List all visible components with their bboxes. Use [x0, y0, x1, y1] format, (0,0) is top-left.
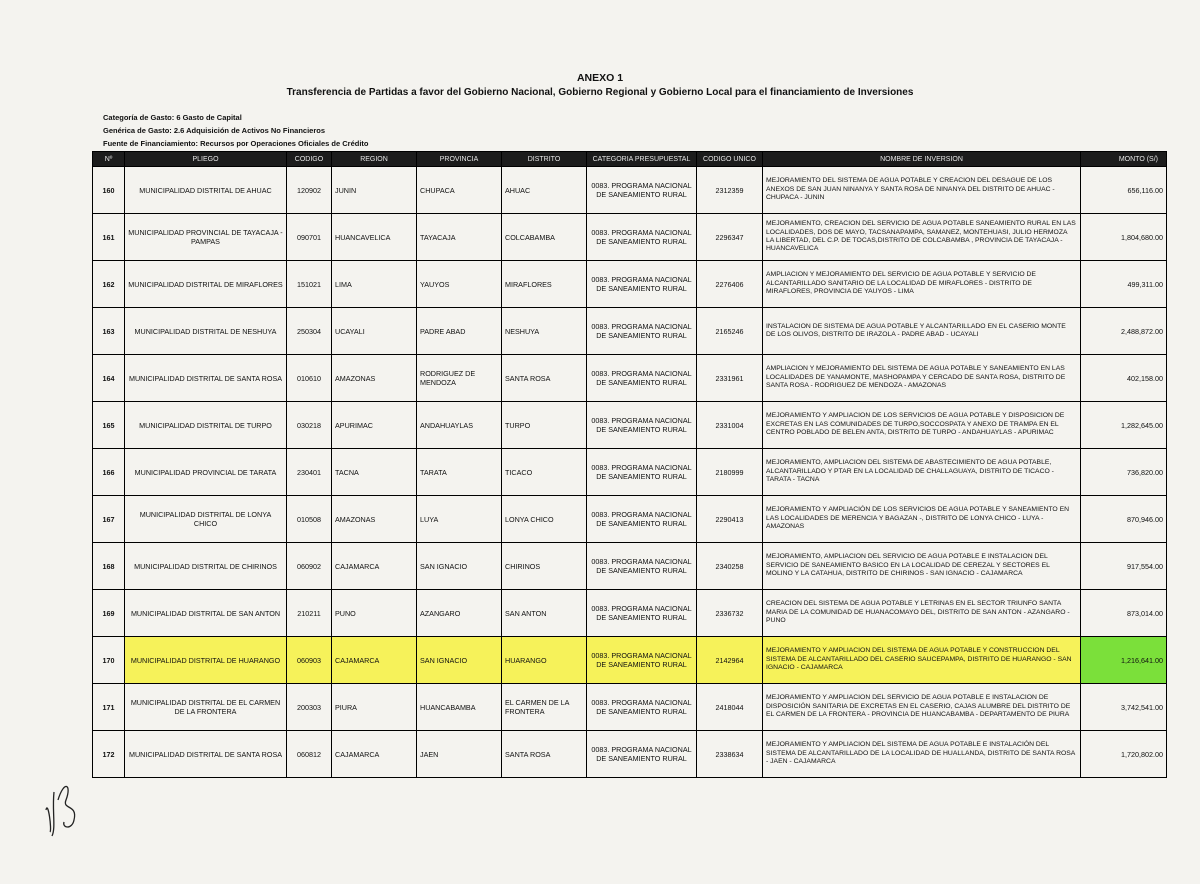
row-monto: 2,488,872.00 [1081, 308, 1167, 355]
row-region: PIURA [332, 684, 417, 731]
row-codigo-unico: 2290413 [697, 496, 763, 543]
row-nombre-inversion: MEJORAMIENTO, AMPLIACION DEL SERVICIO DE AGUA POTABLE E INSTALACION DEL SERVICIO DE SANEAMIENTO BASICO EN LA LOCALIDAD DE CEREZAL Y SECTORES EL MOLINO Y LA CATAHUA, DISTRITO DE CHIRINOS - SAN IGNACIO - CAJAMARCA [763, 543, 1081, 590]
row-distrito: TURPO [502, 402, 587, 449]
categoria-gasto: Categoría de Gasto: 6 Gasto de Capital [103, 113, 242, 122]
table-row [93, 449, 1167, 496]
row-distrito: EL CARMEN DE LA FRONTERA [502, 684, 587, 731]
row-nombre-inversion: MEJORAMIENTO Y AMPLIACION DEL SISTEMA DE AGUA POTABLE E INSTALACIÓN DEL SISTEMA DE ALCANTARILLADO DE LA LOCALIDAD DE HUALLANDA, DISTRITO DE SANTA ROSA - JAEN - CAJAMARCA [763, 731, 1081, 778]
row-codigo: 010610 [287, 355, 332, 402]
row-region: CAJAMARCA [332, 543, 417, 590]
row-provincia: TARATA [417, 449, 502, 496]
row-pliego: MUNICIPALIDAD DISTRITAL DE CHIRINOS [125, 543, 287, 590]
row-codigo: 151021 [287, 261, 332, 308]
row-region: APURIMAC [332, 402, 417, 449]
table-row [93, 684, 1167, 731]
row-categoria: 0083. PROGRAMA NACIONAL DE SANEAMIENTO RURAL [587, 496, 697, 543]
table-header-row [93, 152, 1167, 167]
row-provincia: PADRE ABAD [417, 308, 502, 355]
row-codigo-unico: 2180999 [697, 449, 763, 496]
row-codigo-unico: 2340258 [697, 543, 763, 590]
row-categoria: 0083. PROGRAMA NACIONAL DE SANEAMIENTO RURAL [587, 308, 697, 355]
row-region: UCAYALI [332, 308, 417, 355]
row-pliego: MUNICIPALIDAD DISTRITAL DE MIRAFLORES [125, 261, 287, 308]
row-provincia: RODRIGUEZ DE MENDOZA [417, 355, 502, 402]
row-codigo-unico: 2331004 [697, 402, 763, 449]
row-codigo-unico: 2336732 [697, 590, 763, 637]
row-monto: 1,282,645.00 [1081, 402, 1167, 449]
row-distrito: TICACO [502, 449, 587, 496]
row-codigo: 200303 [287, 684, 332, 731]
col-header-codigo-unico: CODIGO UNICO [697, 152, 763, 167]
table-row [93, 261, 1167, 308]
row-distrito: LONYA CHICO [502, 496, 587, 543]
table-row [93, 214, 1167, 261]
row-nro: 168 [93, 543, 125, 590]
row-region: HUANCAVELICA [332, 214, 417, 261]
row-codigo: 120902 [287, 167, 332, 214]
row-nro: 166 [93, 449, 125, 496]
row-provincia: JAEN [417, 731, 502, 778]
row-codigo: 060902 [287, 543, 332, 590]
row-nombre-inversion: MEJORAMIENTO DEL SISTEMA DE AGUA POTABLE Y CREACION DEL DESAGUE DE LOS ANEXOS DE SAN JUAN NINANYA Y SANTA ROSA DE NINANYA DEL DISTRITO DE AHUAC - CHUPACA - JUNIN [763, 167, 1081, 214]
row-nombre-inversion: AMPLIACION Y MEJORAMIENTO DEL SERVICIO DE AGUA POTABLE Y SERVICIO DE ALCANTARILLADO SANITARIO DE LA LOCALIDAD DE MIRAFLORES - DISTRITO DE MIRAFLORES, PROVINCIA DE YAUYOS - LIMA [763, 261, 1081, 308]
row-region: PUNO [332, 590, 417, 637]
row-pliego: MUNICIPALIDAD DISTRITAL DE TURPO [125, 402, 287, 449]
row-region: AMAZONAS [332, 355, 417, 402]
table-row [93, 731, 1167, 778]
col-header-nro: Nº [93, 152, 125, 167]
row-monto: 1,804,680.00 [1081, 214, 1167, 261]
row-categoria: 0083. PROGRAMA NACIONAL DE SANEAMIENTO RURAL [587, 731, 697, 778]
col-header-pliego: PLIEGO [125, 152, 287, 167]
row-monto: 402,158.00 [1081, 355, 1167, 402]
row-nombre-inversion: MEJORAMIENTO Y AMPLIACIÓN DE LOS SERVICIOS DE AGUA POTABLE Y SANEAMIENTO EN LAS LOCALIDADES DE MERENCIA Y BAGAZAN -, DISTRITO DE LONYA CHICO - LUYA - AMAZONAS [763, 496, 1081, 543]
row-distrito: AHUAC [502, 167, 587, 214]
fuente-financiamiento: Fuente de Financiamiento: Recursos por Operaciones Oficiales de Crédito [103, 139, 369, 148]
transfer-table [92, 151, 1167, 778]
row-monto: 736,820.00 [1081, 449, 1167, 496]
row-provincia: ANDAHUAYLAS [417, 402, 502, 449]
row-pliego: MUNICIPALIDAD DISTRITAL DE AHUAC [125, 167, 287, 214]
table-row [93, 496, 1167, 543]
row-pliego: MUNICIPALIDAD DISTRITAL DE SAN ANTON [125, 590, 287, 637]
row-nro: 167 [93, 496, 125, 543]
row-nombre-inversion: CREACION DEL SISTEMA DE AGUA POTABLE Y LETRINAS EN EL SECTOR TRIUNFO SANTA MARIA DE LA COMUNIDAD DE HUANACOMAYO DEL, DISTRITO DE SAN ANTON - AZANGARO - PUNO [763, 590, 1081, 637]
row-pliego: MUNICIPALIDAD PROVINCIAL DE TARATA [125, 449, 287, 496]
row-codigo: 250304 [287, 308, 332, 355]
row-pliego: MUNICIPALIDAD DISTRITAL DE SANTA ROSA [125, 355, 287, 402]
row-distrito: SANTA ROSA [502, 355, 587, 402]
document-title: ANEXO 1 [576, 72, 624, 84]
row-monto: 3,742,541.00 [1081, 684, 1167, 731]
handwritten-signature [38, 770, 98, 840]
row-categoria: 0083. PROGRAMA NACIONAL DE SANEAMIENTO RURAL [587, 214, 697, 261]
row-codigo: 060903 [287, 637, 332, 684]
row-distrito: COLCABAMBA [502, 214, 587, 261]
row-nombre-inversion: MEJORAMIENTO Y AMPLIACION DEL SERVICIO DE AGUA POTABLE E INSTALACION DE DISPOSICIÓN SANITARIA DE EXCRETAS EN EL CASERIO, CAJAS ALUMBRE DEL DISTRITO DE EL CARMEN DE LA FRONTERA - PROVINCIA DE HUANCABAMBA - DEPARTAMENTO DE PIURA [763, 684, 1081, 731]
row-categoria: 0083. PROGRAMA NACIONAL DE SANEAMIENTO RURAL [587, 543, 697, 590]
row-nro: 163 [93, 308, 125, 355]
row-categoria: 0083. PROGRAMA NACIONAL DE SANEAMIENTO RURAL [587, 167, 697, 214]
row-distrito: SAN ANTON [502, 590, 587, 637]
row-provincia: CHUPACA [417, 167, 502, 214]
row-categoria: 0083. PROGRAMA NACIONAL DE SANEAMIENTO RURAL [587, 590, 697, 637]
row-distrito: HUARANGO [502, 637, 587, 684]
row-codigo-unico: 2418044 [697, 684, 763, 731]
row-distrito: MIRAFLORES [502, 261, 587, 308]
row-nro: 162 [93, 261, 125, 308]
row-monto: 1,720,802.00 [1081, 731, 1167, 778]
row-codigo: 030218 [287, 402, 332, 449]
table-row [93, 590, 1167, 637]
row-codigo: 210211 [287, 590, 332, 637]
row-codigo: 090701 [287, 214, 332, 261]
row-provincia: SAN IGNACIO [417, 543, 502, 590]
row-categoria: 0083. PROGRAMA NACIONAL DE SANEAMIENTO RURAL [587, 355, 697, 402]
row-codigo-unico: 2338634 [697, 731, 763, 778]
row-nombre-inversion: MEJORAMIENTO Y AMPLIACION DE LOS SERVICIOS DE AGUA POTABLE Y DISPOSICION DE EXCRETAS EN LAS COMUNIDADES DE TURPO,SOCCOSPATA Y ANEXO DE TRAMPA EN EL CENTRO POBLADO DE BELEN ANTA, DISTRITO DE TURPO - ANDAHUAYLAS - APURIMAC [763, 402, 1081, 449]
row-codigo-unico: 2165246 [697, 308, 763, 355]
row-region: JUNIN [332, 167, 417, 214]
row-nro: 160 [93, 167, 125, 214]
row-region: TACNA [332, 449, 417, 496]
row-distrito: NESHUYA [502, 308, 587, 355]
row-nombre-inversion: INSTALACION DE SISTEMA DE AGUA POTABLE Y ALCANTARILLADO EN EL CASERIO MONTE DE LOS OLIVOS, DISTRITO DE IRAZOLA - PADRE ABAD - UCAYALI [763, 308, 1081, 355]
row-region: LIMA [332, 261, 417, 308]
table-row [93, 308, 1167, 355]
row-region: CAJAMARCA [332, 637, 417, 684]
row-codigo-unico: 2331961 [697, 355, 763, 402]
row-categoria: 0083. PROGRAMA NACIONAL DE SANEAMIENTO RURAL [587, 402, 697, 449]
row-monto: 870,946.00 [1081, 496, 1167, 543]
row-provincia: SAN IGNACIO [417, 637, 502, 684]
row-monto: 656,116.00 [1081, 167, 1167, 214]
row-codigo: 010508 [287, 496, 332, 543]
row-categoria: 0083. PROGRAMA NACIONAL DE SANEAMIENTO RURAL [587, 637, 697, 684]
col-header-categoria: CATEGORIA PRESUPUESTAL [587, 152, 697, 167]
row-categoria: 0083. PROGRAMA NACIONAL DE SANEAMIENTO RURAL [587, 449, 697, 496]
table-row [93, 167, 1167, 214]
row-codigo-unico: 2312359 [697, 167, 763, 214]
col-header-codigo: CODIGO [287, 152, 332, 167]
row-nro: 164 [93, 355, 125, 402]
row-provincia: HUANCABAMBA [417, 684, 502, 731]
col-header-provincia: PROVINCIA [417, 152, 502, 167]
table-row [93, 402, 1167, 449]
row-nro: 170 [93, 637, 125, 684]
row-nombre-inversion: AMPLIACION Y MEJORAMIENTO DEL SISTEMA DE AGUA POTABLE Y SANEAMIENTO EN LAS LOCALIDADES DE YANAMONTE, MASHOPAMPA Y CERCADO DE SANTA ROSA, DISTRITO DE SANTA ROSA - RODRIGUEZ DE MENDOZA - AMAZONAS [763, 355, 1081, 402]
table-row [93, 543, 1167, 590]
row-distrito: CHIRINOS [502, 543, 587, 590]
row-nro: 169 [93, 590, 125, 637]
row-nro: 161 [93, 214, 125, 261]
row-provincia: LUYA [417, 496, 502, 543]
row-categoria: 0083. PROGRAMA NACIONAL DE SANEAMIENTO RURAL [587, 261, 697, 308]
row-nombre-inversion: MEJORAMIENTO, AMPLIACION DEL SISTEMA DE ABASTECIMIENTO DE AGUA POTABLE, ALCANTARILLADO Y PTAR EN LA LOCALIDAD DE CHALLAGUAYA, DISTRITO DE TICACO - TARATA - TACNA [763, 449, 1081, 496]
row-provincia: YAUYOS [417, 261, 502, 308]
row-pliego: MUNICIPALIDAD DISTRITAL DE EL CARMEN DE LA FRONTERA [125, 684, 287, 731]
row-distrito: SANTA ROSA [502, 731, 587, 778]
col-header-distrito: DISTRITO [502, 152, 587, 167]
row-codigo-unico: 2142964 [697, 637, 763, 684]
generica-gasto: Genérica de Gasto: 2.6 Adquisición de Activos No Financieros [103, 126, 326, 135]
row-region: AMAZONAS [332, 496, 417, 543]
row-categoria: 0083. PROGRAMA NACIONAL DE SANEAMIENTO RURAL [587, 684, 697, 731]
row-monto: 917,554.00 [1081, 543, 1167, 590]
document-subtitle: Transferencia de Partidas a favor del Gobierno Nacional, Gobierno Regional y Gobierno Local para el financiamiento de Inversiones [286, 87, 914, 98]
col-header-nombre: NOMBRE DE INVERSION [763, 152, 1081, 167]
row-nro: 165 [93, 402, 125, 449]
table-row [93, 355, 1167, 402]
row-codigo: 230401 [287, 449, 332, 496]
table-row [93, 637, 1167, 684]
row-nro: 171 [93, 684, 125, 731]
row-provincia: AZANGARO [417, 590, 502, 637]
table-body [93, 167, 1167, 778]
row-nro: 172 [93, 731, 125, 778]
row-monto: 1,216,641.00 [1081, 637, 1167, 684]
row-pliego: MUNICIPALIDAD DISTRITAL DE HUARANGO [125, 637, 287, 684]
col-header-monto: MONTO (S/) [1081, 152, 1167, 167]
row-codigo-unico: 2276406 [697, 261, 763, 308]
row-codigo-unico: 2296347 [697, 214, 763, 261]
row-pliego: MUNICIPALIDAD DISTRITAL DE LONYA CHICO [125, 496, 287, 543]
row-codigo: 060812 [287, 731, 332, 778]
row-pliego: MUNICIPALIDAD DISTRITAL DE NESHUYA [125, 308, 287, 355]
row-nombre-inversion: MEJORAMIENTO, CREACION DEL SERVICIO DE AGUA POTABLE SANEAMIENTO RURAL EN LAS LOCALIDADES, DOS DE MAYO, TACSANAPAMPA, SAMANEZ, MONTEHUASI, JULIO HERMOZA LA LIBERTAD, DEL C.P. DE TOCAS,DISTRITO DE COLCABAMBA , PROVINCIA DE TAYACAJA - HUANCAVELICA [763, 214, 1081, 261]
row-pliego: MUNICIPALIDAD PROVINCIAL DE TAYACAJA -PAMPAS [125, 214, 287, 261]
row-monto: 873,014.00 [1081, 590, 1167, 637]
col-header-region: REGION [332, 152, 417, 167]
row-region: CAJAMARCA [332, 731, 417, 778]
row-provincia: TAYACAJA [417, 214, 502, 261]
row-nombre-inversion: MEJORAMIENTO Y AMPLIACION DEL SISTEMA DE AGUA POTABLE Y CONSTRUCCION DEL SISTEMA DE ALCANTARILLADO DEL CASERIO SAUCEPAMPA, DISTRITO DE HUARANGO - SAN IGNACIO - CAJAMARCA [763, 637, 1081, 684]
row-pliego: MUNICIPALIDAD DISTRITAL DE SANTA ROSA [125, 731, 287, 778]
row-monto: 499,311.00 [1081, 261, 1167, 308]
